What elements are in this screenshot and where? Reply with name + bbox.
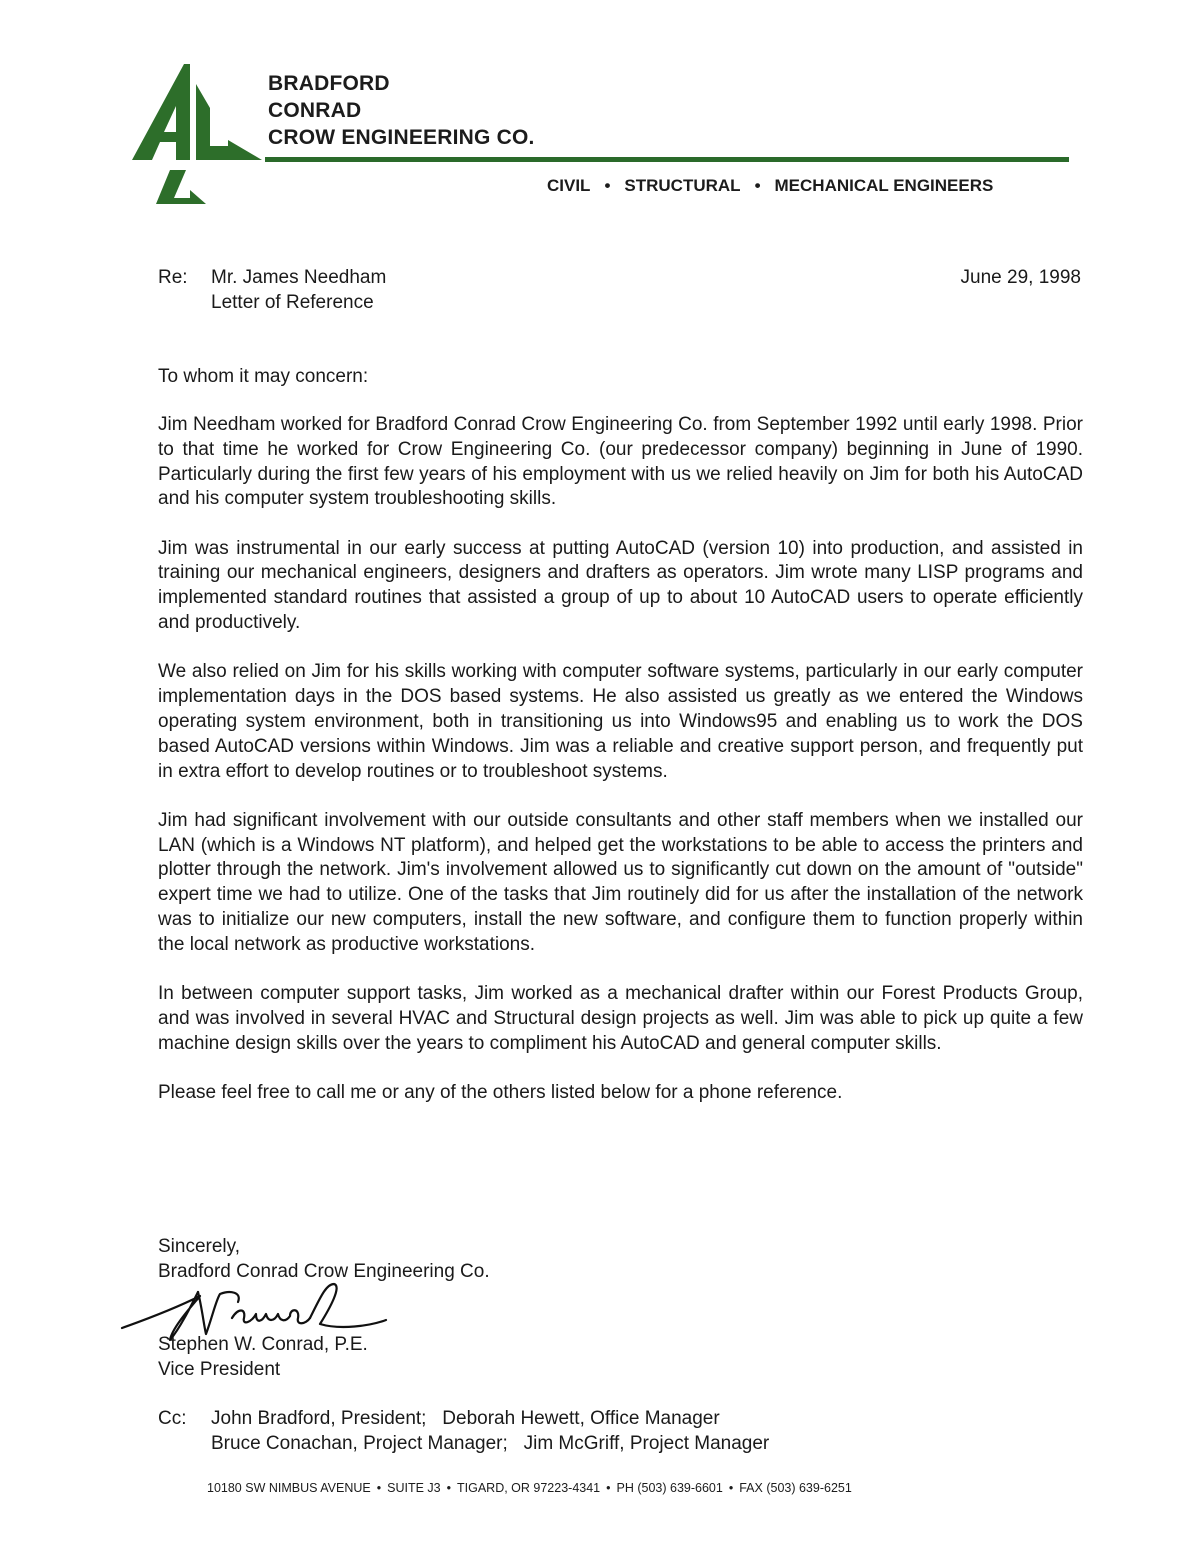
separator-dot: • — [446, 1481, 451, 1495]
subject-block — [158, 265, 386, 315]
cc-block — [158, 1407, 769, 1457]
body-paragraph: Jim was instrumental in our early success at putting AutoCAD (version 10) into production, and assisted in training our mechanical engineers, designers and drafters as operators. Jim wrote many LISP programs and implemented standard routines that assisted a group of up to about 10 AutoCAD users to operate efficiently and productively. — [158, 537, 1083, 634]
cc-label: Cc: — [158, 1408, 187, 1429]
signer-title: Vice President — [158, 1358, 281, 1380]
letterhead-rule — [265, 157, 1069, 162]
footer-city: TIGARD, OR 97223-4341 — [457, 1481, 601, 1495]
company-name — [268, 70, 535, 151]
discipline-structural: STRUCTURAL — [624, 176, 741, 195]
footer-address — [207, 1481, 852, 1495]
separator-dot: • — [376, 1481, 382, 1495]
re-line: Letter of Reference — [211, 292, 374, 313]
body-paragraph: Jim had significant involvement with our outside consultants and other staff members when we installed our LAN (which is a Windows NT platform), and helped get the workstations to be able to access the printers and plotter through the network. Jim's involvement allowed us to significantly cut down on the amount of "outside" expert time we had to utilize. One of the tasks that Jim routinely did for us after the installation of the network was to initialize our new computers, install the new software, and configure them to function properly within the local network as productive workstations. — [158, 809, 1083, 955]
footer-fax: FAX (503) 639-6251 — [739, 1481, 852, 1495]
company-line: BRADFORD — [268, 72, 390, 95]
letter-date: June 29, 1998 — [960, 267, 1081, 288]
footer-street: 10180 SW NIMBUS AVENUE — [207, 1481, 371, 1495]
discipline-civil: CIVIL — [547, 176, 591, 195]
body-paragraph: In between computer support tasks, Jim worked as a mechanical drafter within our Forest Products Group, and was involved in several HVAC and Structural design projects as well. Jim was able to pick up quite a few machine design skills over the years to compliment his AutoCAD and general computer skills. — [158, 983, 1083, 1054]
separator-dot: • — [728, 1481, 734, 1495]
company-line: CONRAD — [268, 99, 362, 122]
discipline-mechanical: MECHANICAL ENGINEERS — [774, 176, 994, 195]
body-paragraph: Jim Needham worked for Bradford Conrad Crow Engineering Co. from September 1992 until early 1998. Prior to that time he worked for Crow Engineering Co. (our predecessor company) beginning in June of 1990. Particularly during the first few years of his employment with us we relied heavily on Jim for both his AutoCAD and his computer system troubleshooting skills. — [158, 414, 1083, 510]
valediction: Sincerely, — [158, 1236, 241, 1257]
disciplines-tagline — [547, 176, 993, 196]
salutation: To whom it may concern: — [158, 366, 369, 387]
body-paragraph: We also relied on Jim for his skills working with computer software systems, particularly in our early computer implementation days in the DOS based systems. He also assisted us greatly as we entered the Windows operating system environment, both in transitioning us into Windows95 and enabling us to work the DOS based AutoCAD versions within Windows. Jim was a reliable and creative support person, and frequently put in extra effort to develop routines or to troubleshoot systems. — [158, 661, 1083, 782]
re-label: Re: — [158, 267, 188, 288]
cc-line: Bruce Conachan, Project Manager; Jim McGriff, Project Manager — [211, 1432, 770, 1454]
body-paragraph: Please feel free to call me or any of the others listed below for a phone reference. — [158, 1082, 843, 1104]
separator-dot: • — [754, 176, 761, 195]
letter-body — [158, 413, 1083, 1130]
signer-name: Stephen W. Conrad, P.E. — [158, 1334, 368, 1355]
closing-company: Bradford Conrad Crow Engineering Co. — [158, 1260, 490, 1282]
signer-block — [158, 1333, 368, 1383]
footer-phone: PH (503) 639-6601 — [616, 1481, 723, 1495]
bcc-monogram-logo-icon — [132, 62, 262, 210]
separator-dot: • — [604, 176, 611, 195]
company-line: CROW ENGINEERING CO. — [268, 126, 535, 149]
footer-suite: SUITE J3 — [387, 1481, 441, 1495]
cc-line: John Bradford, President; Deborah Hewett, Office Manager — [211, 1408, 720, 1429]
re-line: Mr. James Needham — [211, 267, 387, 288]
separator-dot: • — [606, 1481, 611, 1495]
